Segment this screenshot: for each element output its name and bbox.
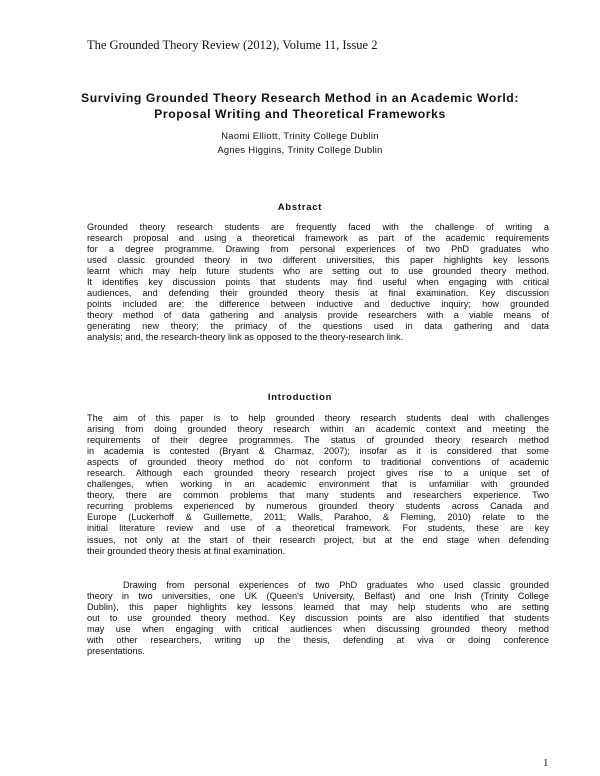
intro-line: aspects of grounded theory method do not conform to traditional conventions of academic xyxy=(87,457,549,468)
intro-line: theory in two universities, one UK (Queen's University, Belfast) and one Irish (Trinity College xyxy=(87,591,549,602)
abstract-line: used classic grounded theory in two different universities, this paper highlights key lessons xyxy=(87,255,549,266)
intro-line: Europe (Luckerhoff & Guillemette, 2011; Walls, Parahoo, & Fleming, 2010) relate to the xyxy=(87,512,549,523)
intro-line: issues, not only at the start of their research project, but at the end stage when defending xyxy=(87,534,549,545)
abstract-paragraph xyxy=(87,222,549,344)
intro-line: arising from doing grounded theory research within an academic context and meeting the xyxy=(87,424,549,435)
intro-line: may use when engaging with critical audiences when discussing grounded theory method xyxy=(87,624,549,635)
intro-line: recurring problems experienced by numerous grounded theory students across Canada and xyxy=(87,501,549,512)
abstract-line: for a degree programme. Drawing from personal experiences of two PhD graduates who xyxy=(87,244,549,255)
title-line-1: Surviving Grounded Theory Research Method in an Academic World: xyxy=(80,91,520,105)
intro-line: in academia is contested (Bryant & Charmaz, 2007); insofar as it is considered that some xyxy=(87,446,549,457)
journal-header: The Grounded Theory Review (2012), Volume 11, Issue 2 xyxy=(87,38,378,52)
intro-line: theory, there are common problems that many students and researchers experience. Two xyxy=(87,490,549,501)
abstract-line: It identifies key discussion points that students may find useful when engaging with critical xyxy=(87,277,549,288)
introduction-paragraph-1 xyxy=(87,413,549,557)
paper-title xyxy=(60,90,540,122)
author-2: Agnes Higgins, Trinity College Dublin xyxy=(217,143,383,155)
introduction-paragraph-2 xyxy=(87,580,549,657)
abstract-line: theory method of data gathering and analysis provide researchers with a viable means of xyxy=(87,310,549,321)
intro-line: research. Although each grounded theory research project gives rise to a unique set of xyxy=(87,468,549,479)
intro-line: presentations. xyxy=(87,646,145,657)
intro-line: initial literature review and use of a theoretical framework. For students, these are key xyxy=(87,523,549,534)
page-number: 1 xyxy=(543,757,549,769)
author-1: Naomi Elliott, Trinity College Dublin xyxy=(221,130,379,141)
abstract-line: points included are: the difference between inductive and deductive inquiry; how grounded xyxy=(87,299,549,310)
abstract-line: research proposal and using a theoretical framework as part of the academic requirements xyxy=(87,233,549,244)
abstract-line: learnt which may help future students who are setting out to use grounded theory method. xyxy=(87,266,549,277)
intro-line: Drawing from personal experiences of two PhD graduates who used classic grounded xyxy=(123,580,549,590)
intro-line: challenges, when working in an academic environment that is unfamiliar with grounded xyxy=(87,479,549,490)
title-line-2: Proposal Writing and Theoretical Frameworks xyxy=(154,107,446,121)
abstract-line: audiences, and defending their grounded theory thesis at final examination. Key discussion xyxy=(87,288,549,299)
intro-line: requirements of their degree programmes. The status of grounded theory research method xyxy=(87,435,549,446)
introduction-heading: Introduction xyxy=(267,391,333,402)
abstract-heading: Abstract xyxy=(277,201,323,212)
author-list xyxy=(60,129,540,156)
intro-line: The aim of this paper is to help grounded theory research students deal with challenges xyxy=(87,413,549,423)
intro-line: Dublin), this paper highlights key lessons learned that may help students who are setting xyxy=(87,602,549,613)
intro-line: out to use grounded theory method. Key discussion points are also identified that students xyxy=(87,613,549,624)
abstract-line: analysis; and, the research-theory link as opposed to the theory-research link. xyxy=(87,332,404,343)
intro-line: their grounded theory thesis at final examination. xyxy=(87,545,286,556)
abstract-line: generating new theory; the primacy of the questions used in data gathering and data xyxy=(87,321,549,332)
intro-line: with other researchers, writing up the thesis, defending at viva or doing conference xyxy=(87,635,549,646)
abstract-line: Grounded theory research students are frequently faced with the challenge of writing a xyxy=(87,222,549,232)
